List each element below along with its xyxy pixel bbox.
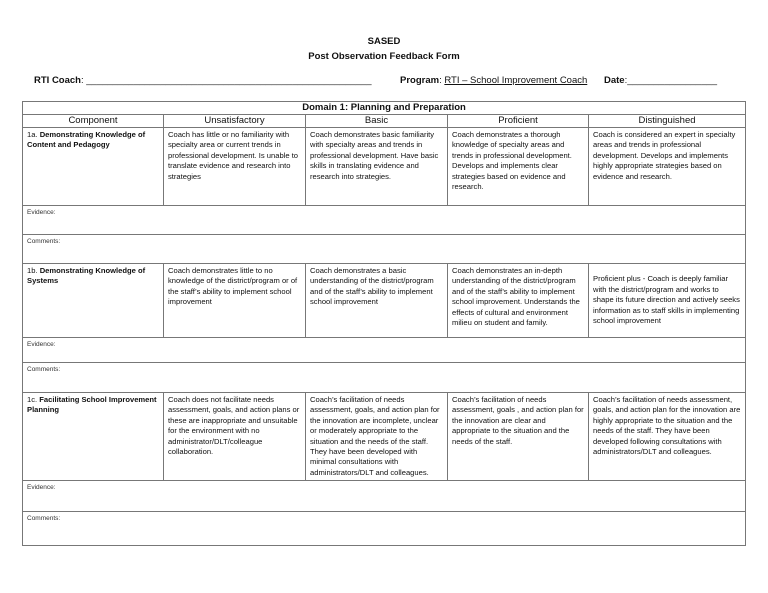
program-value: RTI – School Improvement Coach (444, 75, 588, 86)
comments-label: Comments: (27, 366, 61, 373)
component-name: Facilitating School Improvement Planning (27, 395, 157, 415)
distinguished-descriptor[interactable]: Proficient plus - Coach is deeply familiar with the district/program and works to shape its future direction and actively seeks information as to staff skills in implementing school improvement (589, 264, 746, 338)
date-blank[interactable]: _________________ (627, 75, 718, 86)
component-cell: 1b. Demonstrating Knowledge of Systems (23, 264, 164, 338)
component-name: Demonstrating Knowledge of Content and Pedagogy (27, 130, 146, 150)
unsatisfactory-descriptor[interactable]: Coach demonstrates little to no knowledge of the district/program or of the staff’s ability to implement school improvement (164, 264, 306, 338)
proficient-descriptor[interactable]: Coach demonstrates a thorough knowledge of specialty areas and trends in professional development. Develops and implements clear strategies based on evidence and research. (448, 128, 589, 206)
org-title: SASED (367, 36, 401, 47)
comments-field[interactable] (23, 512, 746, 546)
comments-field[interactable] (23, 363, 746, 393)
component-row (23, 393, 746, 481)
form-title: Post Observation Feedback Form (308, 51, 460, 62)
date-label: Date (604, 75, 625, 86)
domain-heading: Domain 1: Planning and Preparation (23, 102, 746, 115)
date-field[interactable]: Date:_________________ (604, 75, 718, 86)
proficient-descriptor[interactable]: Coach’s facilitation of needs assessment, goals , and action plan for the innovation are clear and appropriate to the situation and the needs of the staff. (448, 393, 589, 481)
proficient-descriptor[interactable]: Coach demonstrates an in-depth understanding of the district/program and of the staff’s ability to implement school improvement. Understands the effects of cultural and environment milieu on student and family. (448, 264, 589, 338)
column-headers (23, 115, 746, 128)
col-basic: Basic (306, 115, 448, 128)
basic-descriptor[interactable]: Coach demonstrates a basic understanding of the district/program and of the staff’s ability to implement school improvement (306, 264, 448, 338)
program-label: Program (400, 75, 440, 86)
comments-label: Comments: (27, 515, 61, 523)
evidence-label: Evidence: (27, 341, 56, 348)
col-component: Component (23, 115, 164, 128)
rubric-table (22, 101, 746, 546)
evidence-label: Evidence: (27, 484, 56, 492)
basic-descriptor[interactable]: Coach demonstrates basic familiarity with specialty areas and trends in professional development. Have basic skills in translating evidence and research into strategies. (306, 128, 448, 206)
component-row (23, 264, 746, 338)
col-distinguished: Distinguished (589, 115, 746, 128)
distinguished-descriptor[interactable]: Coach is considered an expert in specialty areas and trends in professional development. Develops and implements highly appropriate strategies based on evidence and research. (589, 128, 746, 206)
unsatisfactory-descriptor[interactable]: Coach does not facilitate needs assessment, goals, and action plans or these are inappropriate and unsuitable for the environment with no administrator/DLT/colleague collaboration. (164, 393, 306, 481)
evidence-label: Evidence: (27, 209, 56, 216)
component-cell: 1a. Demonstrating Knowledge of Content and Pedagogy (23, 128, 164, 206)
evidence-field[interactable] (23, 206, 746, 235)
evidence-field[interactable] (23, 481, 746, 512)
comments-label: Comments: (27, 238, 61, 245)
component-row (23, 128, 746, 206)
unsatisfactory-descriptor[interactable]: Coach has little or no familiarity with specialty area or current trends in professional development. Is unable to translate evidence and research into strategies (164, 128, 306, 206)
coach-field[interactable]: RTI Coach: ______________________________________________________ (34, 75, 372, 86)
coach-label: RTI Coach (34, 75, 81, 86)
col-unsatisfactory: Unsatisfactory (164, 115, 306, 128)
program-field: Program: RTI – School Improvement Coach (400, 75, 588, 86)
distinguished-descriptor[interactable]: Coach’s facilitation of needs assessment, goals, and action plan for the innovation are highly appropriate to the situation and the needs of the staff. They have been developed following consultations with administrators/DLT and colleagues. (589, 393, 746, 481)
comments-field[interactable] (23, 235, 746, 264)
col-proficient: Proficient (448, 115, 589, 128)
evidence-field[interactable] (23, 338, 746, 363)
component-cell: 1c. Facilitating School Improvement Planning (23, 393, 164, 481)
coach-blank[interactable]: ______________________________________________________ (86, 75, 372, 86)
component-name: Demonstrating Knowledge of Systems (27, 266, 146, 286)
basic-descriptor[interactable]: Coach’s facilitation of needs assessment, goals, and action plan for the innovation are incomplete, unclear or moderately appropriate to the situation and the needs of the staff. They have been developed with minimal consultations with administrators/DLT and colleagues. (306, 393, 448, 481)
